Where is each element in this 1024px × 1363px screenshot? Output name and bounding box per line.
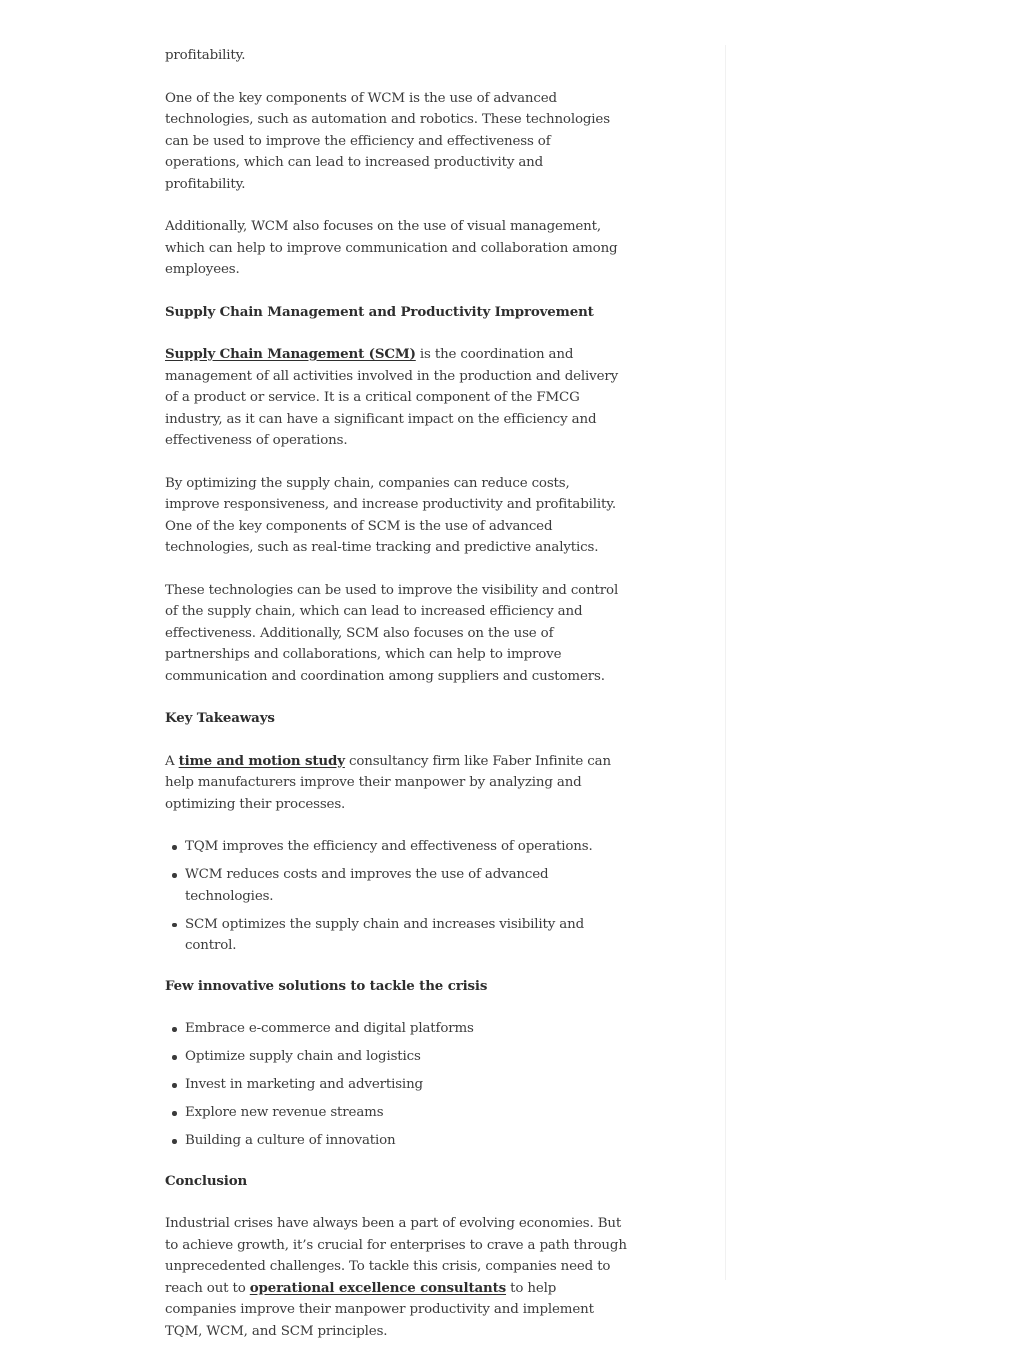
list-item: SCM optimizes the supply chain and increases visibility and control. [185,914,627,957]
list-item: Building a culture of innovation [185,1130,627,1152]
paragraph-conclusion [165,1213,627,1342]
link-operational-excellence-consultants[interactable]: operational excellence consultants [249,1279,507,1296]
paragraph-wcm-visual-management: Additionally, WCM also focuses on the use of visual management, which can help to improve communication and collaboration among employees. [165,219,618,277]
solutions-list [165,1018,627,1152]
paragraph-text: A [165,753,179,769]
paragraph: profitability. [165,48,246,63]
link-time-and-motion-study[interactable]: time and motion study [178,752,345,769]
paragraph-wcm-technologies: One of the key components of WCM is the use of advanced technologies, such as automation and robotics. These technologies can be used to improve the efficiency and effectiveness of operations, which can lead to increased productivity and profitability. [165,90,610,192]
paragraph-scm-definition [165,344,627,452]
list-item: Optimize supply chain and logistics [185,1046,627,1068]
heading-scm: Supply Chain Management and Productivity Improvement [165,303,594,320]
paragraph-scm-visibility: These technologies can be used to improve the visibility and control of the supply chain, which can lead to increased efficiency and effectiveness. Additionally, SCM also focuses on the use of partnerships and collaborations, which can help to improve communication and coordination among suppliers and customers. [165,582,619,684]
list-item: Embrace e-commerce and digital platforms [185,1018,627,1040]
list-item: TQM improves the efficiency and effectiveness of operations. [185,836,627,858]
paragraph-text: Industrial crises have always been a part of evolving economies. But to achieve growth, it’s crucial for enterprises to crave a path through unprecedented challenges. To tackle this crisis, companies need to reach out to [165,1216,627,1296]
article-body [165,45,627,1363]
paragraph-time-motion [165,751,627,816]
heading-conclusion: Conclusion [165,1172,248,1189]
paragraph-text: consultancy firm like Faber Infinite can help manufacturers improve their manpower by analyzing and optimizing their processes. [165,753,611,812]
heading-key-takeaways: Key Takeaways [165,710,275,726]
list-item: Invest in marketing and advertising [185,1074,627,1096]
link-supply-chain-management[interactable]: Supply Chain Management (SCM) [165,346,416,362]
paragraph-text: to help companies improve their manpower productivity and implement TQM, WCM, and SCM principles. [165,1280,594,1339]
list-item: Explore new revenue streams [185,1102,627,1124]
paragraph-scm-optimizing: By optimizing the supply chain, companies can reduce costs, improve responsiveness, and increase productivity and profitability. One of the key components of SCM is the use of advanced technologies, such as real-time tracking and predictive analytics. [165,475,617,555]
paragraph-text: is the coordination and management of all activities involved in the production and delivery of a product or service. It is a critical component of the FMCG industry, as it can have a significant impact on the efficiency and effectiveness of operations. [165,347,619,448]
list-item: WCM reduces costs and improves the use of advanced technologies. [185,864,627,907]
takeaways-list [165,836,627,957]
sidebar-divider [725,45,726,1280]
heading-innovative-solutions: Few innovative solutions to tackle the crisis [165,977,488,994]
